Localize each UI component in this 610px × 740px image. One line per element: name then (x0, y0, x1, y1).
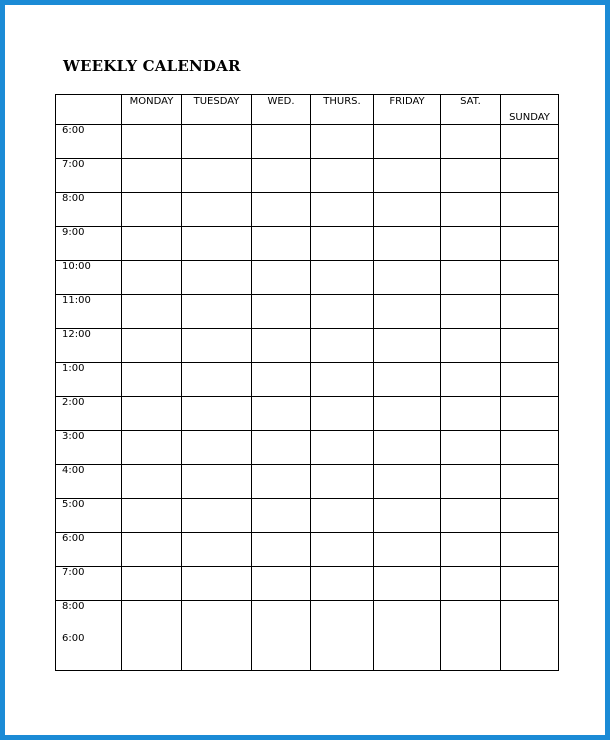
slot-cell-monday[interactable] (122, 363, 182, 397)
slot-cell-tuesday[interactable] (182, 567, 252, 601)
time-label: 8:00 (62, 601, 85, 612)
slot-cell-tuesday[interactable] (182, 261, 252, 295)
table-row (56, 295, 559, 329)
time-label: 6:00 (56, 125, 122, 159)
slot-cell-tuesday[interactable] (182, 295, 252, 329)
slot-cell-sunday[interactable] (501, 397, 559, 431)
slot-cell-tuesday[interactable] (182, 159, 252, 193)
time-label: 1:00 (56, 363, 122, 397)
slot-cell-saturday[interactable] (441, 499, 501, 533)
slot-cell-sunday[interactable] (501, 329, 559, 363)
time-label: 6:00 (56, 533, 122, 567)
slot-cell-friday[interactable] (374, 295, 441, 329)
slot-cell-thursday[interactable] (311, 567, 374, 601)
table-row (56, 431, 559, 465)
day-header-friday: FRIDAY (374, 95, 441, 125)
slot-cell-monday[interactable] (122, 329, 182, 363)
slot-cell-sunday[interactable] (501, 159, 559, 193)
slot-cell-friday[interactable] (374, 363, 441, 397)
slot-cell-sunday[interactable] (501, 125, 559, 159)
slot-cell-thursday[interactable] (311, 261, 374, 295)
slot-cell-friday[interactable] (374, 227, 441, 261)
day-header-saturday: SAT. (441, 95, 501, 125)
time-label: 5:00 (56, 499, 122, 533)
slot-cell-wednesday[interactable] (252, 533, 311, 567)
slot-cell-sunday[interactable] (501, 601, 559, 671)
slot-cell-tuesday[interactable] (182, 533, 252, 567)
slot-cell-wednesday[interactable] (252, 397, 311, 431)
slot-cell-sunday[interactable] (501, 567, 559, 601)
slot-cell-monday[interactable] (122, 125, 182, 159)
slot-cell-wednesday[interactable] (252, 261, 311, 295)
table-row (56, 227, 559, 261)
slot-cell-saturday[interactable] (441, 533, 501, 567)
slot-cell-monday[interactable] (122, 261, 182, 295)
slot-cell-wednesday[interactable] (252, 159, 311, 193)
slot-cell-saturday[interactable] (441, 227, 501, 261)
slot-cell-monday[interactable] (122, 601, 182, 671)
day-header-thursday: THURS. (311, 95, 374, 125)
day-header-wednesday: WED. (252, 95, 311, 125)
slot-cell-wednesday[interactable] (252, 431, 311, 465)
table-row (56, 125, 559, 159)
slot-cell-sunday[interactable] (501, 295, 559, 329)
slot-cell-sunday[interactable] (501, 227, 559, 261)
table-row (56, 159, 559, 193)
slot-cell-saturday[interactable] (441, 261, 501, 295)
slot-cell-wednesday[interactable] (252, 363, 311, 397)
calendar-body (56, 125, 559, 671)
time-label-group (56, 601, 122, 671)
day-header-monday: MONDAY (122, 95, 182, 125)
slot-cell-tuesday[interactable] (182, 363, 252, 397)
table-row (56, 363, 559, 397)
slot-cell-friday[interactable] (374, 431, 441, 465)
slot-cell-friday[interactable] (374, 125, 441, 159)
table-row (56, 601, 559, 671)
time-label: 4:00 (56, 465, 122, 499)
slot-cell-thursday[interactable] (311, 125, 374, 159)
slot-cell-wednesday[interactable] (252, 193, 311, 227)
slot-cell-tuesday[interactable] (182, 601, 252, 671)
slot-cell-tuesday[interactable] (182, 499, 252, 533)
time-label: 2:00 (56, 397, 122, 431)
slot-cell-sunday[interactable] (501, 533, 559, 567)
slot-cell-thursday[interactable] (311, 193, 374, 227)
slot-cell-friday[interactable] (374, 601, 441, 671)
day-header-sunday: SUNDAY (501, 95, 559, 125)
header-corner-cell (56, 95, 122, 125)
slot-cell-saturday[interactable] (441, 431, 501, 465)
slot-cell-monday[interactable] (122, 397, 182, 431)
slot-cell-monday[interactable] (122, 295, 182, 329)
slot-cell-sunday[interactable] (501, 261, 559, 295)
slot-cell-thursday[interactable] (311, 533, 374, 567)
slot-cell-friday[interactable] (374, 397, 441, 431)
table-row (56, 465, 559, 499)
time-label: 11:00 (56, 295, 122, 329)
slot-cell-tuesday[interactable] (182, 193, 252, 227)
slot-cell-monday[interactable] (122, 499, 182, 533)
slot-cell-tuesday[interactable] (182, 227, 252, 261)
slot-cell-saturday[interactable] (441, 465, 501, 499)
slot-cell-tuesday[interactable] (182, 329, 252, 363)
time-label: 10:00 (56, 261, 122, 295)
slot-cell-monday[interactable] (122, 227, 182, 261)
slot-cell-saturday[interactable] (441, 601, 501, 671)
slot-cell-tuesday[interactable] (182, 125, 252, 159)
slot-cell-saturday[interactable] (441, 159, 501, 193)
time-label: 12:00 (56, 329, 122, 363)
slot-cell-tuesday[interactable] (182, 397, 252, 431)
slot-cell-thursday[interactable] (311, 601, 374, 671)
slot-cell-saturday[interactable] (441, 397, 501, 431)
slot-cell-wednesday[interactable] (252, 601, 311, 671)
slot-cell-monday[interactable] (122, 431, 182, 465)
slot-cell-tuesday[interactable] (182, 465, 252, 499)
slot-cell-saturday[interactable] (441, 295, 501, 329)
slot-cell-wednesday[interactable] (252, 567, 311, 601)
slot-cell-thursday[interactable] (311, 295, 374, 329)
page-title: WEEKLY CALENDAR (63, 57, 241, 75)
slot-cell-wednesday[interactable] (252, 227, 311, 261)
weekly-calendar-table (55, 94, 559, 671)
time-label: 9:00 (56, 227, 122, 261)
slot-cell-saturday[interactable] (441, 567, 501, 601)
slot-cell-friday[interactable] (374, 533, 441, 567)
table-row (56, 533, 559, 567)
slot-cell-sunday[interactable] (501, 193, 559, 227)
slot-cell-sunday[interactable] (501, 499, 559, 533)
day-header-tuesday: TUESDAY (182, 95, 252, 125)
slot-cell-monday[interactable] (122, 533, 182, 567)
slot-cell-sunday[interactable] (501, 465, 559, 499)
slot-cell-saturday[interactable] (441, 125, 501, 159)
time-label: 6:00 (62, 633, 85, 644)
slot-cell-thursday[interactable] (311, 499, 374, 533)
slot-cell-wednesday[interactable] (252, 465, 311, 499)
header-row (56, 95, 559, 125)
table-row (56, 261, 559, 295)
slot-cell-thursday[interactable] (311, 159, 374, 193)
slot-cell-friday[interactable] (374, 329, 441, 363)
table-row (56, 193, 559, 227)
slot-cell-monday[interactable] (122, 465, 182, 499)
time-label: 7:00 (56, 159, 122, 193)
slot-cell-thursday[interactable] (311, 465, 374, 499)
table-row (56, 329, 559, 363)
slot-cell-wednesday[interactable] (252, 329, 311, 363)
slot-cell-saturday[interactable] (441, 329, 501, 363)
slot-cell-sunday[interactable] (501, 363, 559, 397)
slot-cell-thursday[interactable] (311, 363, 374, 397)
slot-cell-sunday[interactable] (501, 431, 559, 465)
slot-cell-monday[interactable] (122, 567, 182, 601)
table-row (56, 397, 559, 431)
slot-cell-thursday[interactable] (311, 227, 374, 261)
slot-cell-monday[interactable] (122, 193, 182, 227)
table-row (56, 499, 559, 533)
slot-cell-friday[interactable] (374, 499, 441, 533)
slot-cell-wednesday[interactable] (252, 125, 311, 159)
slot-cell-thursday[interactable] (311, 329, 374, 363)
slot-cell-friday[interactable] (374, 567, 441, 601)
slot-cell-monday[interactable] (122, 159, 182, 193)
time-label: 3:00 (56, 431, 122, 465)
slot-cell-friday[interactable] (374, 465, 441, 499)
slot-cell-friday[interactable] (374, 261, 441, 295)
slot-cell-friday[interactable] (374, 159, 441, 193)
slot-cell-thursday[interactable] (311, 397, 374, 431)
slot-cell-wednesday[interactable] (252, 499, 311, 533)
slot-cell-thursday[interactable] (311, 431, 374, 465)
slot-cell-friday[interactable] (374, 193, 441, 227)
time-label: 7:00 (56, 567, 122, 601)
slot-cell-wednesday[interactable] (252, 295, 311, 329)
slot-cell-tuesday[interactable] (182, 431, 252, 465)
slot-cell-saturday[interactable] (441, 193, 501, 227)
time-label: 8:00 (56, 193, 122, 227)
table-row (56, 567, 559, 601)
slot-cell-saturday[interactable] (441, 363, 501, 397)
